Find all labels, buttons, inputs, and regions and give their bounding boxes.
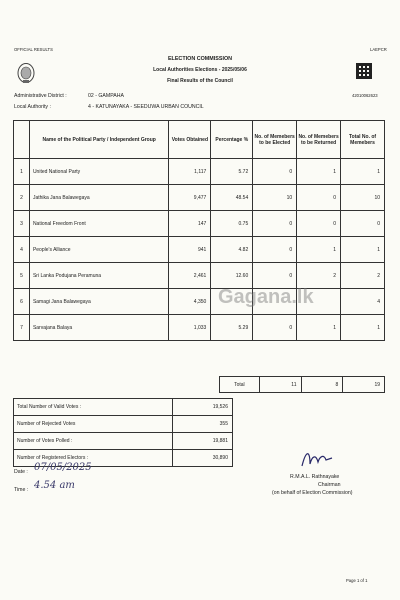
time-label: Time : — [14, 487, 29, 493]
party-name: United National Party — [29, 159, 168, 185]
commission-name: ELECTION COMMISSION — [167, 56, 233, 62]
row-number: 3 — [14, 211, 30, 237]
summary-row — [14, 399, 233, 416]
table-row — [14, 289, 385, 315]
official-results-label: OFFICIAL RESULTS — [14, 47, 53, 52]
total-total: 19 — [343, 377, 385, 393]
party-name: Samagi Jana Balawegaya — [29, 289, 168, 315]
date-handwritten: 07/05/2025 — [34, 462, 92, 473]
members-returned: 2 — [297, 263, 341, 289]
row-number: 1 — [14, 159, 30, 185]
members-elected: 0 — [253, 237, 297, 263]
document-title: Final Results of the Council — [167, 78, 233, 84]
votes-obtained: 2,461 — [169, 263, 211, 289]
members-total: 1 — [341, 159, 385, 185]
members-total: 2 — [341, 263, 385, 289]
district-label: Administrative District : — [14, 93, 67, 99]
form-code: LAEPCR — [370, 47, 387, 52]
members-elected: 0 — [253, 263, 297, 289]
members-returned: 1 — [297, 237, 341, 263]
authority-value: 4 - KATUNAYAKA - SEEDUWA URBAN COUNCIL — [88, 104, 204, 110]
members-total: 4 — [341, 289, 385, 315]
summary-row — [14, 433, 233, 450]
time-handwritten: 4.54 am — [34, 480, 75, 491]
members-returned: 1 — [297, 315, 341, 341]
row-number: 6 — [14, 289, 30, 315]
members-elected: 0 — [253, 159, 297, 185]
members-elected: 0 — [253, 211, 297, 237]
summary-label: Total Number of Valid Votes : — [14, 399, 173, 416]
col-elected: No. of Memebers to be Elected — [253, 121, 297, 159]
table-row — [14, 211, 385, 237]
members-returned: 1 — [297, 159, 341, 185]
members-total: 1 — [341, 237, 385, 263]
date-label: Date : — [14, 469, 28, 475]
members-returned: 0 — [297, 211, 341, 237]
members-returned: 0 — [297, 185, 341, 211]
col-votes: Votes Obtained — [169, 121, 211, 159]
party-name: Jathika Jana Balawegaya — [29, 185, 168, 211]
table-row — [14, 237, 385, 263]
percentage: 12.60 — [211, 263, 253, 289]
summary-value: 19,881 — [173, 433, 233, 450]
summary-value: 355 — [173, 416, 233, 433]
signer-note: (on behalf of Election Commission) — [272, 490, 353, 496]
summary-value: 19,526 — [173, 399, 233, 416]
percentage: 4.82 — [211, 237, 253, 263]
table-header-row — [14, 121, 385, 159]
reference-number: 42010062623 — [352, 93, 378, 98]
votes-obtained: 1,033 — [169, 315, 211, 341]
total-label: Total — [220, 377, 260, 393]
col-party: Name of the Political Party / Independent Group — [29, 121, 168, 159]
percentage: 0.75 — [211, 211, 253, 237]
members-total: 1 — [341, 315, 385, 341]
votes-obtained: 9,477 — [169, 185, 211, 211]
table-row — [14, 315, 385, 341]
members-elected: 0 — [253, 315, 297, 341]
votes-obtained: 147 — [169, 211, 211, 237]
signer-name: R.M.A.L. Rathnayake — [290, 474, 340, 480]
results-table — [13, 120, 385, 341]
table-row — [14, 159, 385, 185]
total-elected: 11 — [259, 377, 301, 393]
col-percentage: Percentage % — [211, 121, 253, 159]
votes-obtained: 4,350 — [169, 289, 211, 315]
col-total: Total No. of Memebers — [341, 121, 385, 159]
summary-label: Number of Votes Polled : — [14, 433, 173, 450]
members-elected: 10 — [253, 185, 297, 211]
row-number: 2 — [14, 185, 30, 211]
party-name: People's Alliance — [29, 237, 168, 263]
summary-value: 30,890 — [173, 450, 233, 467]
row-number: 7 — [14, 315, 30, 341]
signature-icon — [298, 446, 338, 472]
district-value: 02 - GAMPAHA — [88, 93, 124, 99]
total-row-table — [219, 376, 385, 393]
percentage: 48.54 — [211, 185, 253, 211]
votes-obtained: 1,117 — [169, 159, 211, 185]
party-name: Sri Lanka Podujana Peramuna — [29, 263, 168, 289]
page-number: Page 1 of 1 — [346, 578, 368, 583]
row-number: 4 — [14, 237, 30, 263]
signer-title: Chairman — [318, 482, 341, 488]
party-name: National Freedom Front — [29, 211, 168, 237]
members-total: 0 — [341, 211, 385, 237]
members-total: 10 — [341, 185, 385, 211]
total-returned: 8 — [301, 377, 343, 393]
table-row — [14, 263, 385, 289]
election-subtitle: Local Authorities Elections - 2025/05/06 — [153, 67, 247, 73]
table-row — [14, 185, 385, 211]
party-name: Sarvajana Balaya — [29, 315, 168, 341]
summary-label: Number of Rejected Votes — [14, 416, 173, 433]
row-number: 5 — [14, 263, 30, 289]
percentage: 5.72 — [211, 159, 253, 185]
watermark: Gagana.lk — [218, 286, 314, 308]
col-no — [14, 121, 30, 159]
summary-row — [14, 416, 233, 433]
qr-code-icon — [356, 63, 372, 79]
percentage: 5.29 — [211, 315, 253, 341]
summary-label: Number of Registered Electors : — [14, 450, 173, 467]
summary-table — [13, 398, 233, 467]
votes-obtained: 941 — [169, 237, 211, 263]
col-returned: No. of Memebers to be Returned — [297, 121, 341, 159]
authority-label: Local Authority : — [14, 104, 51, 110]
